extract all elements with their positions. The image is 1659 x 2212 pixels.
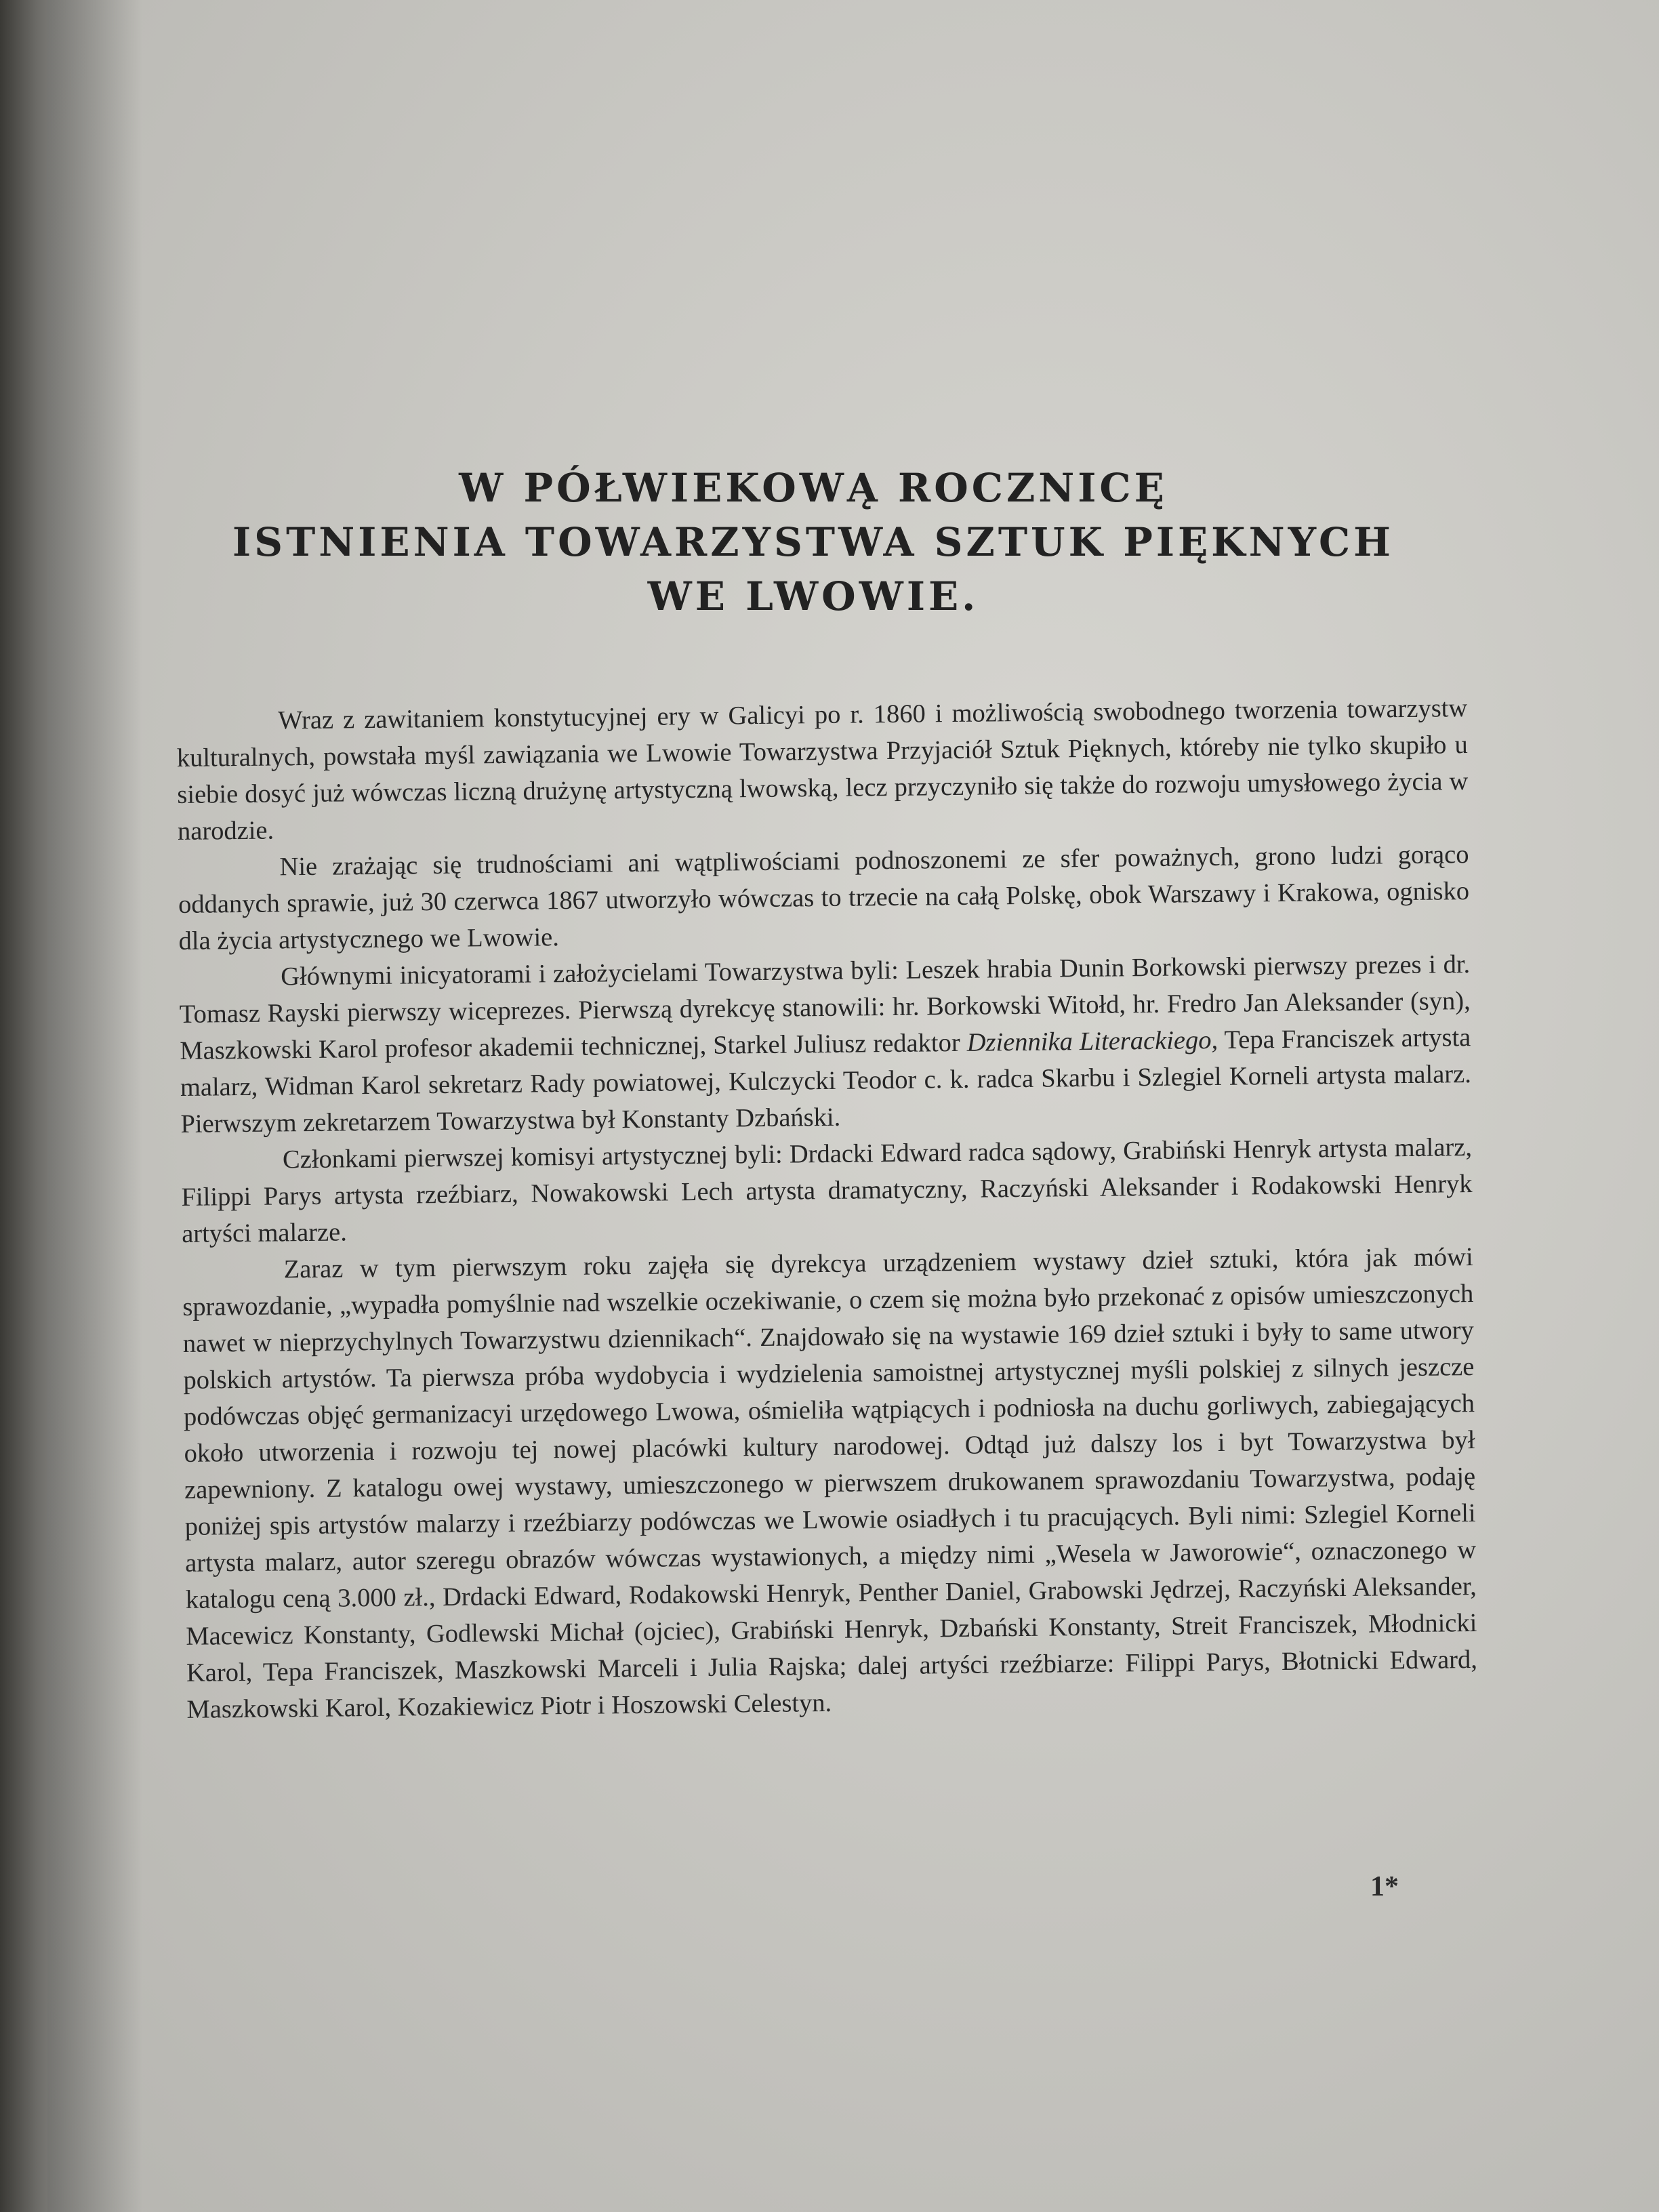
page-number: 1* [1370, 1871, 1399, 1902]
paragraph-1: Wraz z zawitaniem konstytucyjnej ery w Galicyi po r. 1860 i możliwością swobodnego tworzenia towarzystw kulturalnych, powstała myśl zawiązania we Lwowie Towarzystwa Przyjaciół Sztuk Pięknych, któreby nie tylko skupiło u siebie dosyć już wówczas liczną drużynę artystyczną lwowską, lecz przyczyniło się także do rozwoju umysłowego życia w narodzie. [176, 694, 1469, 846]
paragraph-5: Zaraz w tym pierwszym roku zajęła się dyrekcya urządzeniem wystawy dzieł sztuki, która jak mówi sprawozdanie, „wypadła pomyślnie nad wszelkie oczekiwanie, o czem się można było przekonać z opisów umieszczonych nawet w nieprzychylnych Towarzystwu dziennikach“. Znajdowało się na wystawie 169 dzieł sztuki i były to same utwory polskich artystów. Ta pierwsza próba wydobycia i wydzielenia samoistnej artystycznej myśli polskiej z silnych jeszcze podówczas objęć germanizacyi urzędowego Lwowa, ośmieliła wątpiących i podniosła na duchu gorliwych, zabiegających około utworzenia i rozwoju tej nowej placówki kultury narodowej. Odtąd już dalszy los i byt Towarzystwa był zapewniony. Z katalogu owej wystawy, umieszczonego w pierwszem drukowanem sprawozdaniu Towarzystwa, podaję poniżej spis artystów malarzy i rzeźbiarzy podówczas we Lwowie osiadłych i tu pracujących. Byli nimi: Szlegiel Korneli artysta malarz, autor szeregu obrazów wówczas wystawionych, a między nimi „Wesela w Jaworowie“, oznaczonego w katalogu ceną 3.000 zł., Drdacki Edward, Rodakowski Henryk, Penther Daniel, Grabowski Jędrzej, Raczyński Aleksander, Macewicz Konstanty, Godlewski Michał (ojciec), Grabiński Henryk, Dzbański Konstanty, Streit Franciszek, Młodnicki Karol, Tepa Franciszek, Maszkowski Marceli i Julia Rajska; dalej artyści rzeźbiarze: Filippi Parys, Błotnicki Edward, Maszkowski Karol, Kozakiewicz Piotr i Hoszowski Celestyn. [182, 1243, 1478, 1724]
paragraph-3 [179, 946, 1472, 1143]
title-line-3: WE LWOWIE. [647, 573, 979, 619]
paragraph-3-italic-title: Dziennika Literackiego, [966, 1025, 1218, 1057]
paragraph-2: Nie zrażając się trudnościami ani wątpliwościami podnoszonemi ze sfer poważnych, grono ludzi gorąco oddanych sprawie, już 30 czerwca 1867 utworzyło wówczas to trzecie na całą Polskę, obok Warszawy i Krakowa, ognisko dla życia artystycznego we Lwowie. [178, 840, 1470, 956]
paragraph-3-text-b: Tepa Franciszek artysta malarz, Widman Karol sekretarz Rady powiatowej, Kulczycki Teodor c. k. radca Skarbu i Szlegiel Korneli artysta malarz. Pierwszym zekretarzem Towarzystwa był Konstanty Dzbański. [180, 1023, 1472, 1139]
paragraph-3-text-a: Głównymi inicyatorami i założycielami Towarzystwa byli: Leszek hrabia Dunin Borkowski pierwszy prezes i dr. Tomasz Rayski pierwszy wiceprezes. Pierwszą dyrekcyę stanowili: hr. Borkowski Witołd, hr. Fredro Jan Aleksander (syn), Maszkowski Karol profesor akademii technicznej, Starkel Juliusz redaktor [179, 950, 1471, 1065]
paragraph-4: Członkami pierwszej komisyi artystycznej byli: Drdacki Edward radca sądowy, Grabiński Henryk artysta malarz, Filippi Parys artysta rzeźbiarz, Nowakowski Lech artysta dramatyczny, Raczyński Aleksander i Rodakowski Henryk artyści malarze. [181, 1133, 1473, 1248]
article-body [176, 690, 1478, 1728]
page-gutter-shadow [47, 0, 142, 2212]
article-title [203, 461, 1423, 623]
title-line-2: ISTNIENIA TOWARZYSTWA SZTUK PIĘKNYCH [232, 519, 1394, 565]
title-line-1: W PÓŁWIEKOWĄ ROCZNICĘ [459, 465, 1168, 511]
